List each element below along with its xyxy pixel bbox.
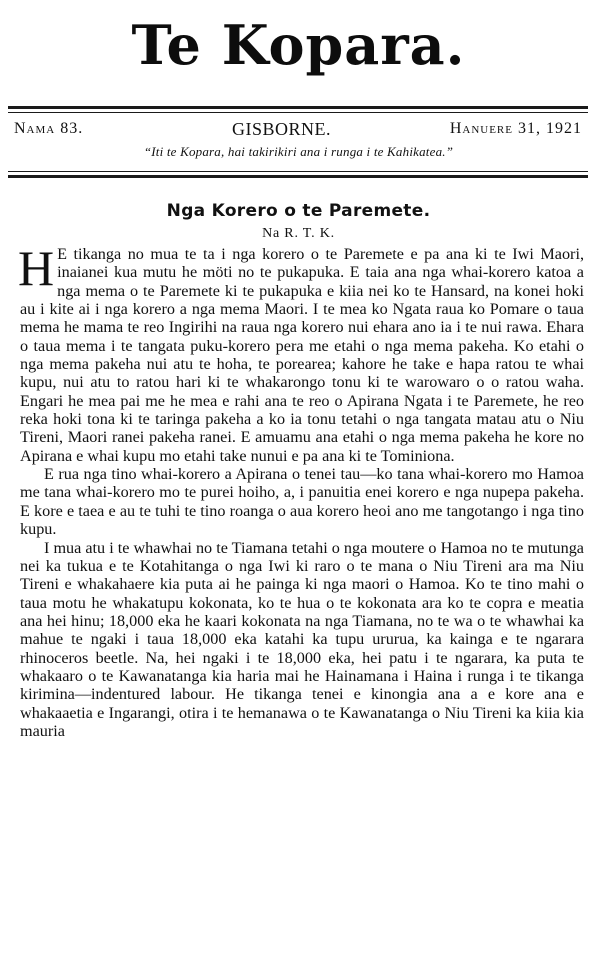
article-byline: Na R. T. K. xyxy=(262,226,335,241)
issue-number: Nama 83. xyxy=(14,120,84,137)
masthead-rule-top-thick xyxy=(8,106,588,109)
masthead-rule-bottom-thin xyxy=(8,171,588,172)
issue-place: GISBORNE. xyxy=(232,119,332,139)
article-paragraph-3: I mua atu i te whawhai no te Tiamana tetahi o nga moutere o Hamoa no te mutunga nei ka tukua e te Kotahitanga o nga Iwi ki raro o te mana o Niu Tireni ara ma Niu Tireni e whakahaere kia puta ai he painga ki nga maori o Hamoa. Ko te tino mahi o taua motu he whakatupu kokonata, ko te hua o te kokonata ara ko te copra e meatia ana hei hinu; 18,000 eka he kaari kokonata na nga Tiamana, no te wa o te whawhai ka mahue te ngaki i taua 18,000 eka katahi ka tupu ururua, ka kainga e te ngarara rhinoceros beetle. Na, hei ngaki i te 18,000 eka, hei patu i te ngarara, ka puta te whakaaro o te Kawanatanga kia haria mai he Hainamana i Haina i runga i te tikanga kirimina—indentured labour. He tikanga tenei e kinongia ana a e kore ana e whakaaetia e Ingarangi, otira i te hemanawa o te Kawanatanga o Niu Tireni ka kiia kia mauria xyxy=(20,538,584,740)
article-title: Nga Korero o te Paremete. xyxy=(166,201,431,221)
masthead-title: Te Kopara. xyxy=(131,13,466,77)
motto: “Iti te Kopara, hai takirikiri ana i runga i te Kahikatea.” xyxy=(143,144,454,159)
issue-date: Hanuere 31, 1921 xyxy=(449,120,582,137)
drop-cap: H xyxy=(18,240,55,296)
paragraph-text: E tikanga no mua te ta i nga korero o te Paremete e pa ana ki te Iwi Maori, inaianei kua mutu he möti no te pukapuka. E taia ana nga whai-korero katoa a nga mema o te Paremete ki te pukapuka e kiia nei ko te Hansard, na konei hoki au i kite ai i nga korero a nga mema Maori. I te mea ko Ngata raua ko Pomare o taua mema he mama te reo Ingirihi na raua nga korero nui ehara ano ia i te nui rawa. Ehara o taua mema i te tangata puku-korero pera me etahi o nga mema pakeha. Ko etahi o nga mema pakeha nui atu te hoha, te porearea; kahore he take e hapa ratou te whai kupu, nui atu to ratou hari ki te whakarongo tonu ki te warowaro o o ratou waha. Engari he mea pai me he mea e rahi ana te reo o Apirana Ngata i te Paremete, he reo reka hoki tona ki te taringa pakeha a ko ia tonu tetahi o nga tangata matau atu o Niu Tireni, Maori ranei pakeha ranei. E amuamu ana etahi o nga mema pakeha he kore no Apirana e whai kupu mo etahi take nunui e pa ana ki te Tominiona. xyxy=(20,245,584,465)
article-body xyxy=(18,240,584,740)
issue-line xyxy=(14,120,582,140)
article-paragraph-2: E rua nga tino whai-korero a Apirana o tenei tau—ko tana whai-korero mo Hamoa me tana whai-korero mo te purei hoiho, a, i panuitia enei korero e nga nupepa pakeha. E kore e taea e au te tuhi te tino roanga o aua korero heoi ano me tangotango i nga tino kupu. xyxy=(20,465,584,539)
masthead-rule-top-thin xyxy=(8,112,588,113)
article-paragraph-1 xyxy=(18,240,584,465)
masthead-rule-bottom-thick xyxy=(8,175,588,178)
